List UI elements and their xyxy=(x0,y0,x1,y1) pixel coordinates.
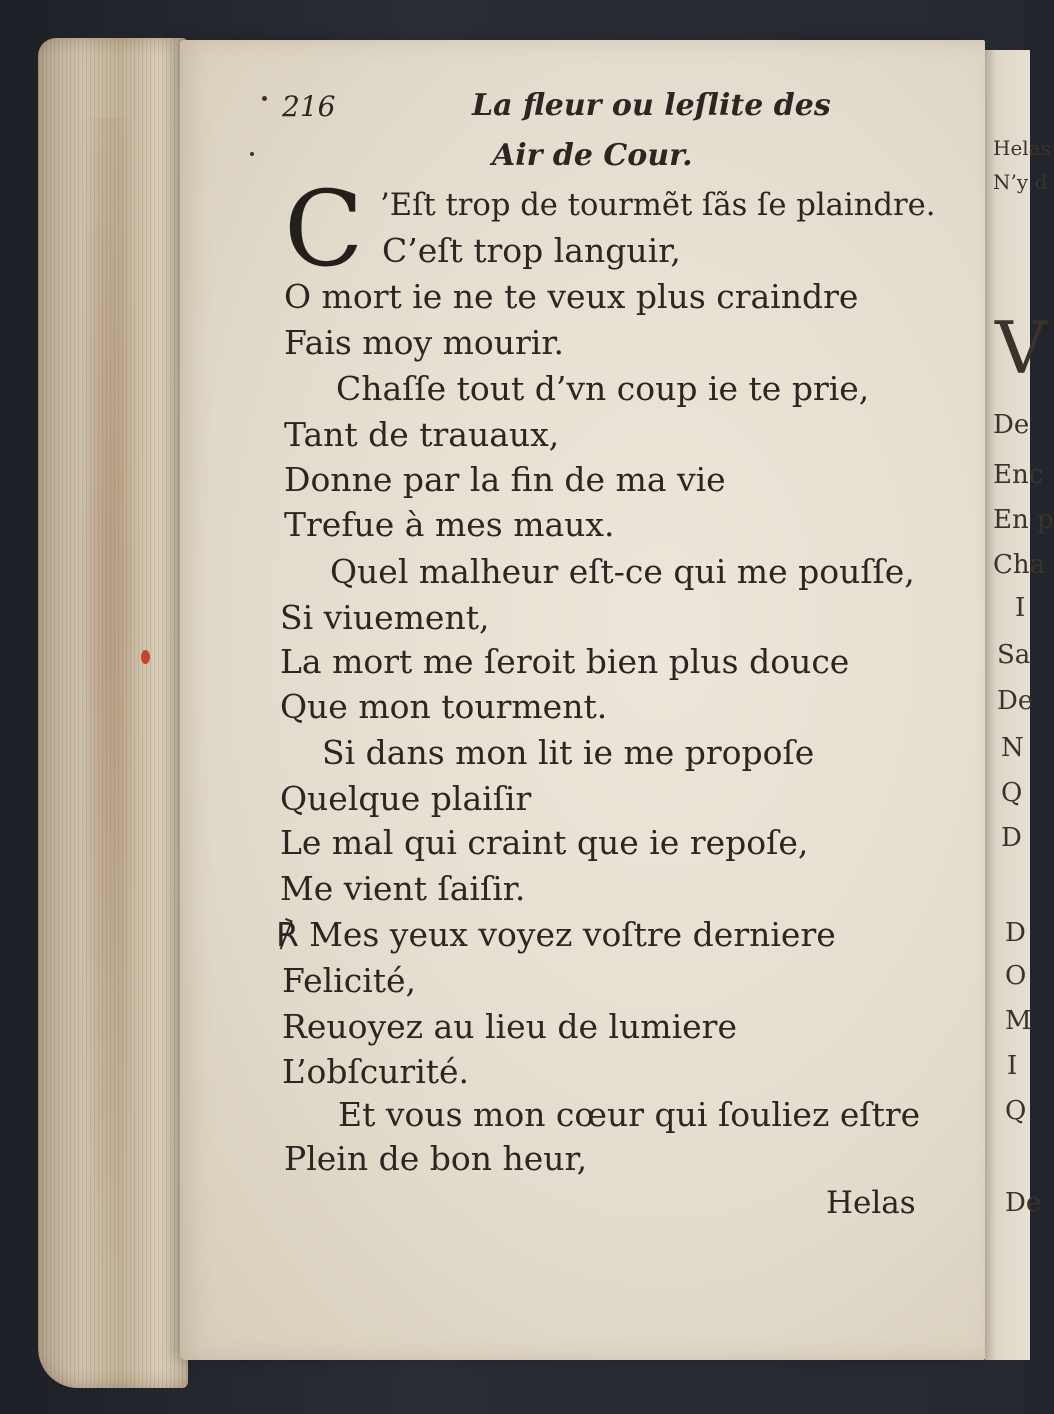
facing-fragment: De xyxy=(993,410,1030,440)
verse-line: Me vient ſaiſir. xyxy=(280,869,526,908)
facing-fragment: De xyxy=(1005,1188,1042,1218)
verse-line: Et vous mon cœur qui ſouliez eſtre xyxy=(338,1095,921,1134)
verse-line: ℟ Mes yeux voyez voſtre derniere xyxy=(276,915,836,954)
facing-fragment: D xyxy=(1001,823,1022,853)
section-title: Air de Cour. xyxy=(492,138,693,173)
verse-line: C’eſt trop languir, xyxy=(382,231,681,270)
facing-fragment: En p xyxy=(993,505,1054,535)
facing-fragment: I xyxy=(1015,593,1026,623)
running-head: La fleur ou leſlite des xyxy=(472,88,831,123)
facing-page xyxy=(985,50,1054,1360)
verse-line: La mort me ſeroit bien plus douce xyxy=(280,642,850,681)
facing-fragment: I xyxy=(1007,1051,1018,1081)
verse-line: Plein de bon heur, xyxy=(284,1139,588,1178)
facing-fragment: Helas xyxy=(993,136,1051,160)
verse-line: Quelque plaiſir xyxy=(280,779,532,818)
facing-fragment: N xyxy=(1001,733,1024,763)
verse-line: L’obſcurité. xyxy=(282,1052,470,1091)
verse-line: Si dans mon lit ie me propoſe xyxy=(322,733,815,772)
facing-fragment: N’y d xyxy=(993,170,1048,194)
verse-line: Si viuement, xyxy=(280,598,490,637)
facing-fragment: V xyxy=(995,306,1047,390)
ink-mark xyxy=(250,152,254,156)
verse-line: Chaſſe tout d’vn coup ie te prie, xyxy=(336,369,870,408)
verse-line: Trefue à mes maux. xyxy=(284,505,615,544)
drop-cap: C xyxy=(284,168,364,290)
verse-line: Reuoyez au lieu de lumiere xyxy=(282,1007,737,1046)
verse-line: Le mal qui craint que ie repoſe, xyxy=(280,823,809,862)
red-ink-spot xyxy=(141,650,150,664)
facing-fragment: Q xyxy=(1001,778,1023,808)
facing-fragment: Q xyxy=(1005,1096,1027,1126)
facing-fragment: O xyxy=(1005,961,1027,991)
verse-line: O mort ie ne te veux plus craindre xyxy=(284,277,859,316)
catchword: Helas xyxy=(826,1185,916,1221)
verse-line: Que mon tourment. xyxy=(280,687,608,726)
facing-fragment: Sa xyxy=(997,640,1031,670)
verse-line: Quel malheur eſt-ce qui me pouſſe, xyxy=(330,552,915,591)
facing-fragment: Cha xyxy=(993,550,1046,580)
ink-mark xyxy=(262,96,267,101)
verse-line: Tant de trauaux, xyxy=(284,415,560,454)
book-page-edges xyxy=(38,38,188,1388)
facing-fragment: D xyxy=(1005,918,1026,948)
verse-line: ’Eſt trop de tourmẽt ſãs ſe plaindre. xyxy=(380,187,936,223)
verse-line: Felicité, xyxy=(282,961,417,1000)
facing-fragment: M xyxy=(1005,1006,1032,1036)
facing-fragment: Enc xyxy=(993,460,1044,490)
facing-fragment: De xyxy=(997,686,1034,716)
verse-line: Fais moy mourir. xyxy=(284,323,564,362)
verse-line: Donne par la fin de ma vie xyxy=(284,460,726,499)
page-number: 216 xyxy=(282,90,336,123)
